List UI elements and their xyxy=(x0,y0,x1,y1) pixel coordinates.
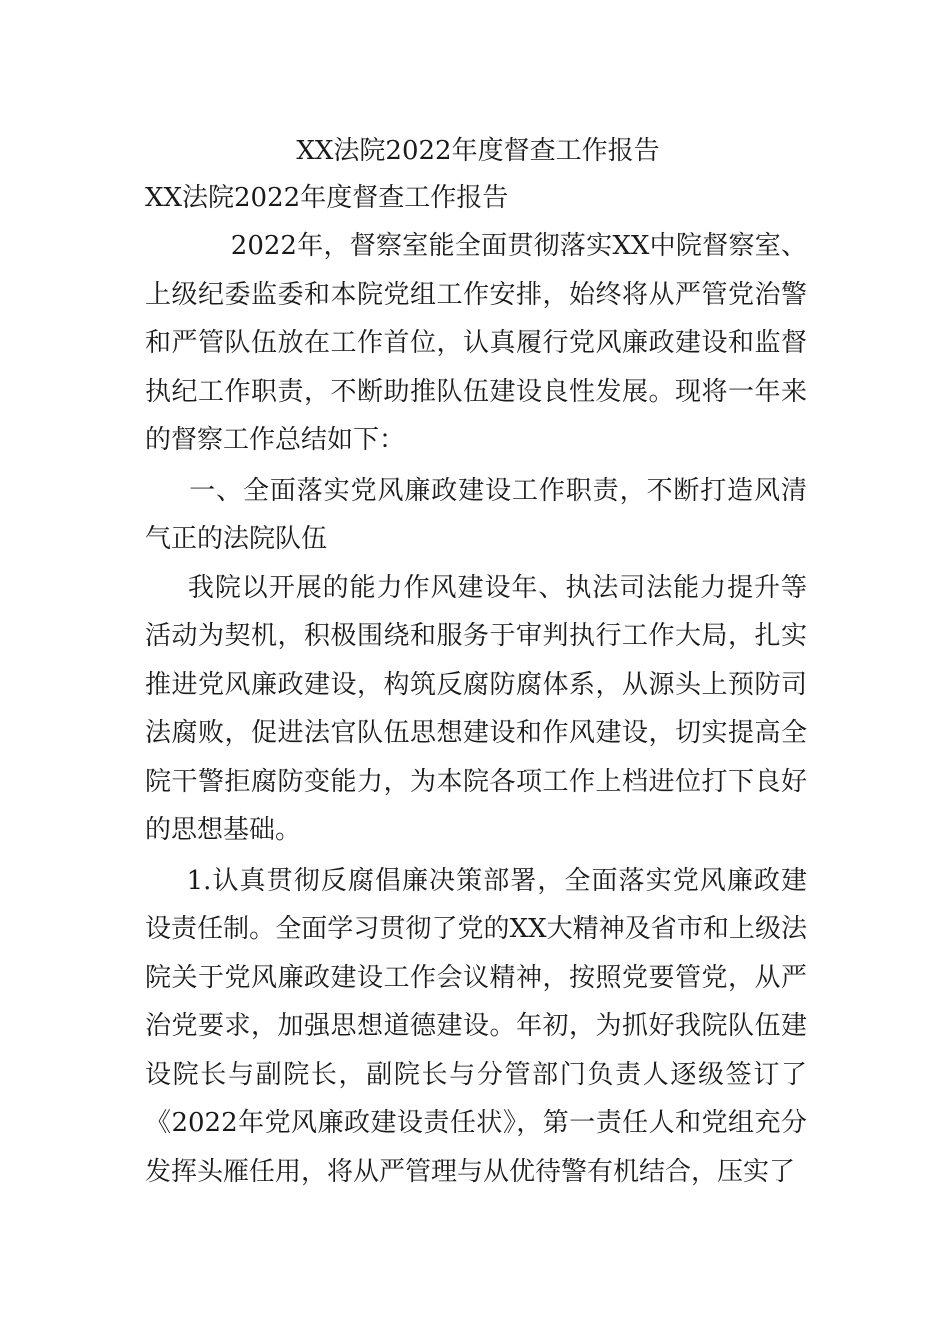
numbered-paragraph: 1.认真贯彻反腐倡廉决策部署，全面落实党风廉政建设责任制。全面学习贯彻了党的XX大精神及省市和上级法院关于党风廉政建设工作会议精神，按照党要管党，从严治党要求，加强思想道德建设。年初，为抓好我院队伍建设院长与副院长，副院长与分管部门负责人逐级签订了《2022年党风廉政建设责任状》，第一责任人和党组充分发挥头雁任用，将从严管理与从优待警有机结合，压实了 xyxy=(145,865,807,1187)
document-title: XX法院2022年度督查工作报告 xyxy=(296,136,660,166)
document-subtitle: XX法院2022年度督查工作报告 xyxy=(145,183,509,213)
body-paragraph: 我院以开展的能力作风建设年、执法司法能力提升等活动为契机，积极围绕和服务于审判执行工作大局，扎实推进党风廉政建设，构筑反腐防腐体系，从源头上预防司法腐败，促进法官队伍思想建设和作风建设，切实提高全院干警拒腐防变能力，为本院各项工作上档进位打下良好的思想基础。 xyxy=(145,572,807,845)
document-page xyxy=(145,128,807,1196)
intro-paragraph: 2022年，督察室能全面贯彻落实XX中院督察室、上级纪委监委和本院党组工作安排，始终将从严管党治警和严管队伍放在工作首位，认真履行党风廉政建设和监督执纪工作职责，不断助推队伍建设良性发展。现将一年来的督察工作总结如下： xyxy=(145,231,807,455)
section-heading: 一、全面落实党风廉政建设工作职责，不断打造风清气正的法院队伍 xyxy=(145,475,807,554)
